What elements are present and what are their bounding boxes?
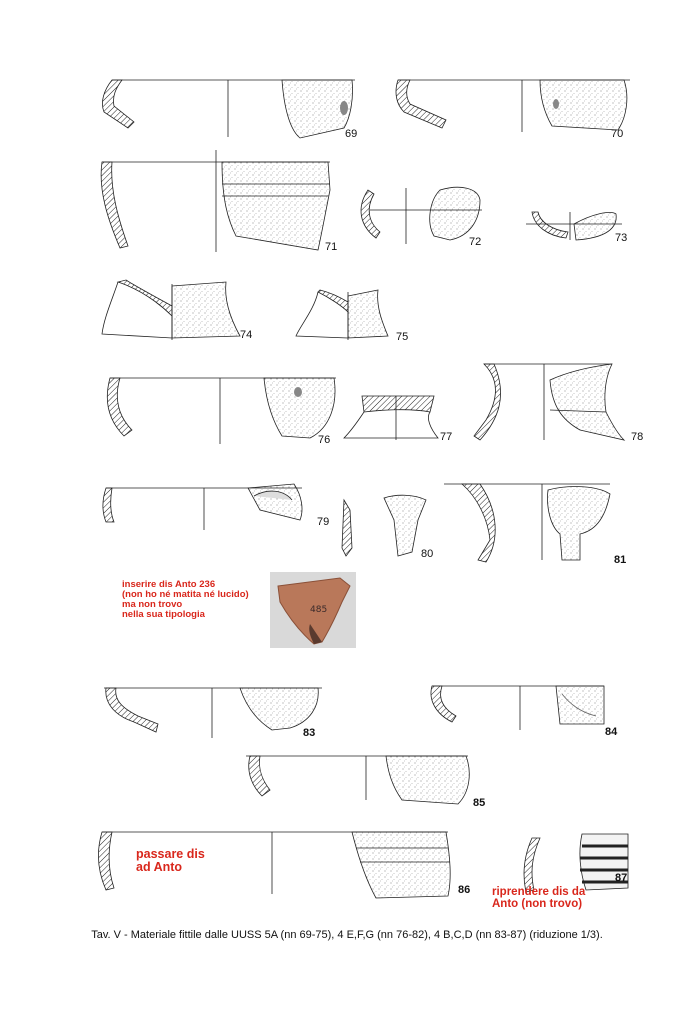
figure-number-86: 86 xyxy=(458,884,471,896)
sherd-84 xyxy=(431,686,604,730)
sherd-81 xyxy=(444,484,610,562)
annotation-line: (non ho né matita né lucido) xyxy=(122,588,249,600)
sherd-photo-label: 485 xyxy=(310,605,328,615)
figure-number-77: 77 xyxy=(440,431,453,443)
figure-number-85: 85 xyxy=(473,797,486,809)
sherd-85 xyxy=(246,756,469,804)
sherd-78 xyxy=(474,364,624,440)
figure-number-71: 71 xyxy=(325,241,338,253)
annotation-line: ma non trovo xyxy=(122,598,183,610)
annotation-line: Anto (non trovo) xyxy=(492,898,583,911)
sherd-87 xyxy=(524,834,628,892)
annotation-riprendere xyxy=(492,886,585,910)
figure-number-78: 78 xyxy=(631,431,644,443)
figure-number-74: 74 xyxy=(240,329,253,341)
sherd-72 xyxy=(361,187,482,244)
sherd-71 xyxy=(101,150,330,252)
figure-number-72: 72 xyxy=(469,236,482,248)
sherd-77 xyxy=(344,396,438,440)
sherd-photo xyxy=(270,572,356,648)
sherd-73 xyxy=(526,212,622,240)
sherd-76 xyxy=(107,378,336,444)
sherd-74 xyxy=(102,280,240,340)
figure-number-69: 69 xyxy=(345,128,358,140)
figure-number-76: 76 xyxy=(318,434,331,446)
annotation-line: ad Anto xyxy=(136,860,183,875)
sherd-79 xyxy=(103,484,302,530)
figure-number-84: 84 xyxy=(605,726,618,738)
figure-number-80: 80 xyxy=(421,548,434,560)
figure-number-70: 70 xyxy=(611,128,624,140)
annotation-line: inserire dis Anto 236 xyxy=(122,579,216,590)
sherd-photo-image xyxy=(270,572,356,648)
annotation-passare xyxy=(136,848,205,874)
annotation-line: passare dis xyxy=(136,847,205,861)
plate-caption: Tav. V - Materiale fittile dalle UUSS 5A (nn 69-75), 4 E,F,G (nn 76-82), 4 B,C,D (nn 83-87) (riduzione 1/3). xyxy=(91,929,603,941)
annotation-insert-drawing xyxy=(122,580,249,620)
sherd-69 xyxy=(102,80,358,140)
annotation-line: nella sua tipologia xyxy=(122,608,205,620)
sherd-70 xyxy=(396,80,630,132)
sherd-75 xyxy=(296,290,388,340)
figure-number-83: 83 xyxy=(303,727,316,739)
figure-number-81: 81 xyxy=(614,554,627,566)
figure-number-87: 87 xyxy=(615,872,628,884)
sherd-83 xyxy=(104,688,322,738)
annotation-line: riprendere dis da xyxy=(492,886,586,898)
sherd-80 xyxy=(342,495,426,556)
figure-number-75: 75 xyxy=(396,331,409,343)
figure-number-79: 79 xyxy=(317,516,330,528)
figure-number-73: 73 xyxy=(615,232,628,244)
